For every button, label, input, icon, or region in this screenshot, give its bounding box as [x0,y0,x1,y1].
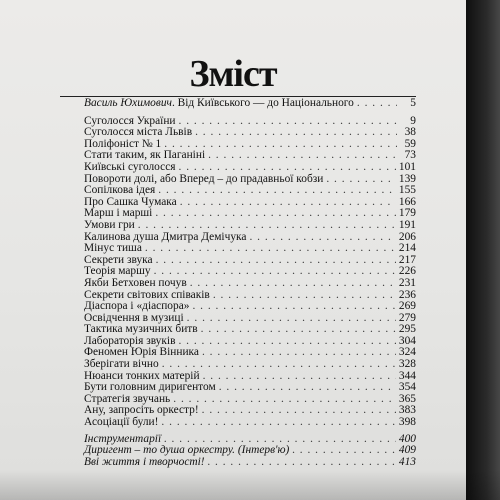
toc-entry-title: Повороти долі, або Вперед – до прадавньої кобзи [84,172,324,185]
toc-page-number: 139 [398,172,416,185]
toc-page-number: 59 [404,137,416,150]
toc-entry-title: Поліфоніст № 1 [84,137,162,150]
toc-leader-dots [201,324,396,336]
toc-leader-dots [162,359,396,371]
toc-leader-dots [158,185,396,197]
toc-leader-dots [155,208,396,220]
table-of-contents [84,98,416,468]
toc-entry-title: Асоціації були! [84,416,159,429]
toc-leader-dots [187,313,396,325]
toc-leader-dots [249,232,395,244]
toc-entry-title: Калинова душа Дмитра Демічука [84,230,247,243]
toc-entry-first [84,98,416,110]
toc-entry [84,220,416,232]
toc-leader-dots [208,150,397,162]
toc-leader-dots [190,278,396,290]
toc-page-number: 354 [398,381,416,394]
toc-entry-title: Тактика музичних битв [84,323,198,336]
toc-page-number: 179 [398,207,416,220]
toc-entry-title: Мінус тиша [84,242,142,255]
toc-entry-title: Секрети світових співаків [84,288,210,301]
toc-entry-title: Лабораторія звуків [84,334,176,347]
toc-page-number: 226 [398,265,416,278]
toc-leader-dots [203,371,396,383]
toc-entry-title: Феномен Юрія Вінника [84,346,199,359]
toc-leader-dots [202,347,396,359]
toc-entry-title: Інструментарії [84,432,162,445]
toc-entry-title: Стати таким, як Паганіні [84,149,206,162]
toc-entry-author: Василь Юхимович [84,97,172,109]
toc-page-number: 279 [398,311,416,324]
toc-leader-dots [179,116,397,128]
toc-page-number: 191 [398,218,416,231]
toc-page-number: 5 [410,97,416,109]
toc-entry-title: Київські суголосся [84,160,176,173]
toc-entry-title: Секрети звука [84,253,153,266]
toc-leader-dots [326,174,396,186]
toc-entry-title: Сопілкова ідея [84,184,156,197]
toc-entry-title: Зберігати вічно [84,358,159,371]
toc-entry-title: Диригент – то душа оркестру. (Інтерв'ю) [84,444,290,457]
toc-entry-title: Ану, запросіть оркестр! [84,404,199,417]
toc-page-number: 413 [398,455,416,468]
toc-entry-title: Суголосся України [84,114,176,127]
toc-leader-dots [202,405,396,417]
toc-entry [84,162,416,174]
toc-entry [84,359,416,371]
toc-entry-title: Марш і марші [84,207,153,220]
book-binding [466,0,500,500]
toc-leader-dots [138,220,396,232]
toc-page-number: 269 [398,300,416,313]
toc-page-number: 9 [410,114,416,127]
toc-page-number: 206 [398,230,416,243]
toc-entry-title: Про Сашка Чумака [84,195,177,208]
toc-page-number: 324 [398,346,416,359]
toc-leader-dots [179,162,396,174]
toc-leader-dots [219,382,396,394]
toc-entry [84,301,416,313]
toc-entry-title: Якби Бетховен почув [84,276,187,289]
toc-page-number: 328 [398,358,416,371]
toc-entry-title: Умови гри [84,218,135,231]
toc-entry-text [84,98,354,110]
page-title: Зміст [189,53,277,95]
toc-page-number: 236 [398,288,416,301]
toc-entry-title: Діаспора і «діаспора» [84,300,190,313]
toc-page-number: 231 [398,276,416,289]
toc-leader-dots [180,197,396,209]
toc-page-number: 365 [398,392,416,405]
toc-page-number: 304 [398,334,416,347]
toc-entry [84,185,416,197]
toc-entry-title: Освідчення в музиці [84,311,184,324]
toc-page-number: 155 [398,184,416,197]
toc-entry-title: Бути головним диригентом [84,381,216,394]
toc-entry [84,417,416,429]
toc-entry-title: Стратегія звучань [84,392,171,405]
toc-entry [84,278,416,290]
toc-page-number: 38 [404,126,416,139]
toc-leader-dots [195,127,397,139]
toc-entry [84,457,416,469]
toc-page-number: 101 [398,160,416,173]
toc-page-number: 166 [398,195,416,208]
toc-leader-dots [173,394,396,406]
toc-page-number: 400 [398,432,416,445]
toc-leader-dots [357,98,397,110]
toc-page-number: 409 [398,444,416,457]
toc-page-number: 295 [398,323,416,336]
toc-leader-dots [156,255,396,267]
toc-entry-title: Нюанси тонких матерій [84,369,200,382]
toc-entry-title: Вві життя і творчості! [84,455,205,468]
toc-entry-title: . Від Київського — до Національного [171,97,354,109]
toc-page-number: 217 [398,253,416,266]
toc-leader-dots [161,417,395,429]
toc-page-number: 398 [398,416,416,429]
toc-leader-dots [192,301,395,313]
toc-entry-title: Суголосся міста Львів [84,126,193,139]
toc-leader-dots [145,243,396,255]
toc-page-number: 214 [398,242,416,255]
toc-entry-title: Теорія маршу [84,265,151,278]
toc-leader-dots [208,457,396,469]
toc-leader-dots [154,266,396,278]
toc-page-number: 383 [398,404,416,417]
toc-entry [84,243,416,255]
toc-leader-dots [178,336,395,348]
toc-page-number: 344 [398,369,416,382]
toc-leader-dots [292,445,396,457]
toc-leader-dots [213,290,396,302]
toc-page-number: 73 [404,149,416,162]
